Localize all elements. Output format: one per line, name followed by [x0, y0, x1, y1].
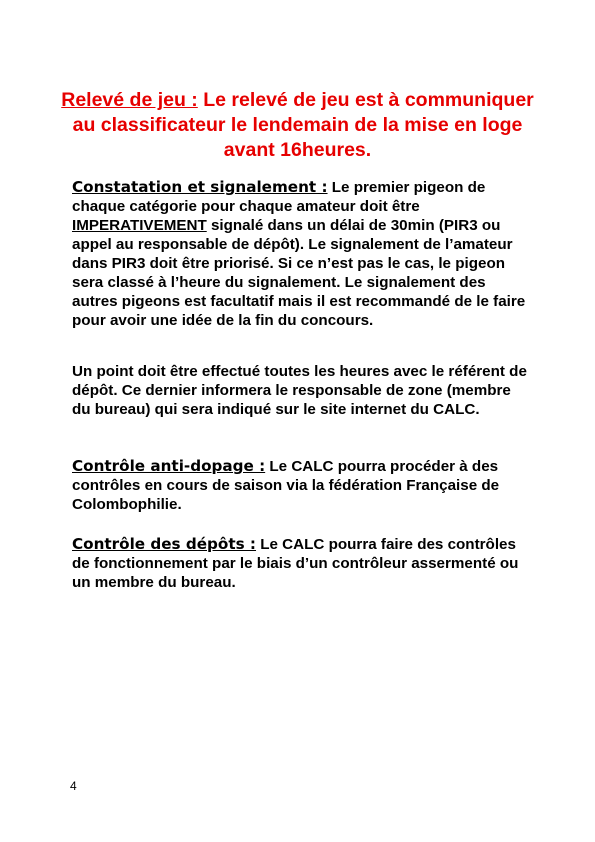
section-heading: Contrôle anti-dopage : [72, 457, 266, 475]
section-anti-dopage [72, 457, 532, 514]
section-constatation [72, 178, 532, 330]
section-text: Le CALC pourra procéder à des contrôles en cours de saison via la fédération Française de Colombophilie. [72, 458, 500, 513]
section-text: Un point doit être effectué toutes les heures avec le référent de dépôt. Ce dernier informera le responsable de zone (membre du bureau) qui sera indiqué sur le site internet du CALC. [72, 363, 527, 418]
emphasis-text: IMPERATIVEMENT [72, 217, 207, 234]
section-heading: Contrôle des dépôts : [72, 535, 257, 553]
section-heading: Constatation et signalement : [72, 178, 328, 196]
section-text: signalé dans un délai de 30min (PIR3 ou appel au responsable de dépôt). Le signalement de l’amateur dans PIR3 doit être priorisé. Si ce n’est pas le cas, le pigeon sera classé à l’heure du signalement. Le signalement des autres pigeons est facultatif mais il est recommandé de le faire pour avoir une idée de la fin du concours. [72, 217, 526, 329]
section-controle-depots [72, 535, 532, 592]
section-text: Le premier pigeon de chaque catégorie pour chaque amateur doit être [72, 179, 486, 215]
title-text: Le relevé de jeu est à communiquer au classificateur le lendemain de la mise en loge avant 16heures. [72, 89, 534, 161]
section-text: Le CALC pourra faire des contrôles de fonctionnement par le biais d’un contrôleur assermenté ou un membre du bureau. [72, 536, 519, 591]
title-label: Relevé de jeu : [61, 89, 198, 111]
page-number: 4 [70, 779, 77, 793]
section-point-horaire [72, 362, 532, 419]
page-title [60, 88, 535, 163]
